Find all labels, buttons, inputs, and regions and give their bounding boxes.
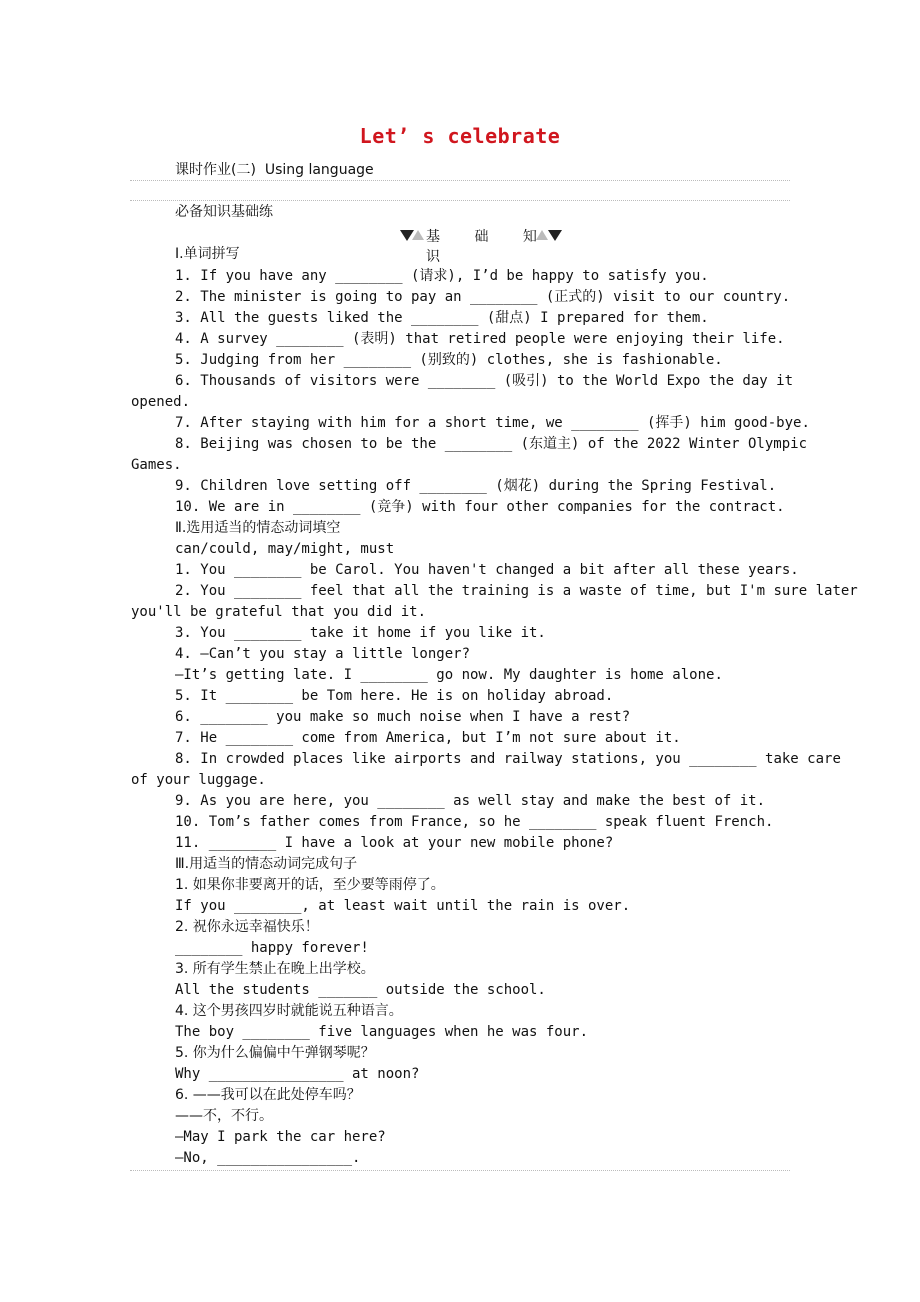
question-line: 2. You ________ feel that all the training is a waste of time, but I'm sure later bbox=[175, 583, 858, 599]
question-line: 10. We are in ________ (竞争) with four other companies for the contract. bbox=[175, 499, 785, 515]
question-continuation: you'll be grateful that you did it. bbox=[131, 604, 427, 620]
question-line: Why ________________ at noon? bbox=[175, 1066, 420, 1082]
rule-line bbox=[130, 200, 790, 201]
question-line: 9. Children love setting off ________ (烟花) during the Spring Festival. bbox=[175, 478, 777, 494]
question-line: 11. ________ I have a look at your new mobile phone? bbox=[175, 835, 614, 851]
question-line: 1. 如果你非要离开的话，至少要等雨停了。 bbox=[175, 877, 445, 893]
question-continuation: of your luggage. bbox=[131, 772, 266, 788]
part3-heading: Ⅲ.用适当的情态动词完成句子 bbox=[175, 856, 358, 872]
question-line: 2. 祝你永远幸福快乐！ bbox=[175, 919, 319, 935]
question-continuation: opened. bbox=[131, 394, 191, 410]
question-line: 5. Judging from her ________ (别致的) clothes, she is fashionable. bbox=[175, 352, 723, 368]
question-line: ——不，不行。 bbox=[175, 1108, 273, 1124]
question-line: If you ________, at least wait until the rain is over. bbox=[175, 898, 631, 914]
question-line: 2. The minister is going to pay an ________ (正式的) visit to our country. bbox=[175, 289, 791, 305]
question-continuation: Games. bbox=[131, 457, 182, 473]
question-line: 3. You ________ take it home if you like it. bbox=[175, 625, 546, 641]
question-line: All the students _______ outside the school. bbox=[175, 982, 546, 998]
question-line: The boy ________ five languages when he was four. bbox=[175, 1024, 589, 1040]
question-line: 6. ——我可以在此处停车吗？ bbox=[175, 1087, 361, 1103]
rule-line bbox=[130, 1170, 790, 1171]
question-line: 1. If you have any ________ (请求), I’d be happy to satisfy you. bbox=[175, 268, 709, 284]
question-line: 1. You ________ be Carol. You haven't changed a bit after all these years. bbox=[175, 562, 799, 578]
question-line: 3. 所有学生禁止在晚上出学校。 bbox=[175, 961, 375, 977]
question-line: 8. In crowded places like airports and railway stations, you ________ take care bbox=[175, 751, 841, 767]
question-line: 4. —Can’t you stay a little longer? bbox=[175, 646, 471, 662]
question-line: 4. 这个男孩四岁时就能说五种语言。 bbox=[175, 1003, 403, 1019]
banner-text: 基 础 知 识 bbox=[426, 229, 552, 265]
triangle-down-icon bbox=[548, 230, 562, 241]
question-line: —No, ________________. bbox=[175, 1150, 361, 1166]
triangle-up-icon bbox=[536, 230, 548, 240]
question-line: 6. Thousands of visitors were ________ (吸引) to the World Expo the day it bbox=[175, 373, 794, 389]
question-line: 3. All the guests liked the ________ (甜点) I prepared for them. bbox=[175, 310, 709, 326]
section-banner bbox=[400, 226, 570, 265]
question-line: 7. He ________ come from America, but I’m not sure about it. bbox=[175, 730, 681, 746]
question-line: 10. Tom’s father comes from France, so he ________ speak fluent French. bbox=[175, 814, 774, 830]
question-line: —May I park the car here? bbox=[175, 1129, 386, 1145]
page-title: Let’ s celebrate bbox=[359, 124, 561, 148]
triangle-up-icon bbox=[412, 230, 424, 240]
question-line: ________ happy forever! bbox=[175, 940, 369, 956]
question-line: 7. After staying with him for a short time, we ________ (挥手) him good-bye. bbox=[175, 415, 810, 431]
part2-heading: Ⅱ.选用适当的情态动词填空 bbox=[175, 520, 341, 536]
section-heading: 必备知识基础练 bbox=[175, 204, 273, 220]
question-line: 5. It ________ be Tom here. He is on holiday abroad. bbox=[175, 688, 614, 704]
part1-heading: Ⅰ.单词拼写 bbox=[175, 246, 240, 262]
subtitle: 课时作业(二) Using language bbox=[175, 162, 374, 178]
part2-options: can/could, may/might, must bbox=[175, 541, 395, 557]
question-line: 9. As you are here, you ________ as well stay and make the best of it. bbox=[175, 793, 766, 809]
question-line: 5. 你为什么偏偏中午弹钢琴呢？ bbox=[175, 1045, 375, 1061]
question-line: 8. Beijing was chosen to be the ________ (东道主) of the 2022 Winter Olympic bbox=[175, 436, 808, 452]
question-line: 4. A survey ________ (表明) that retired people were enjoying their life. bbox=[175, 331, 785, 347]
question-line: —It’s getting late. I ________ go now. My daughter is home alone. bbox=[175, 667, 723, 683]
question-line: 6. ________ you make so much noise when I have a rest? bbox=[175, 709, 631, 725]
